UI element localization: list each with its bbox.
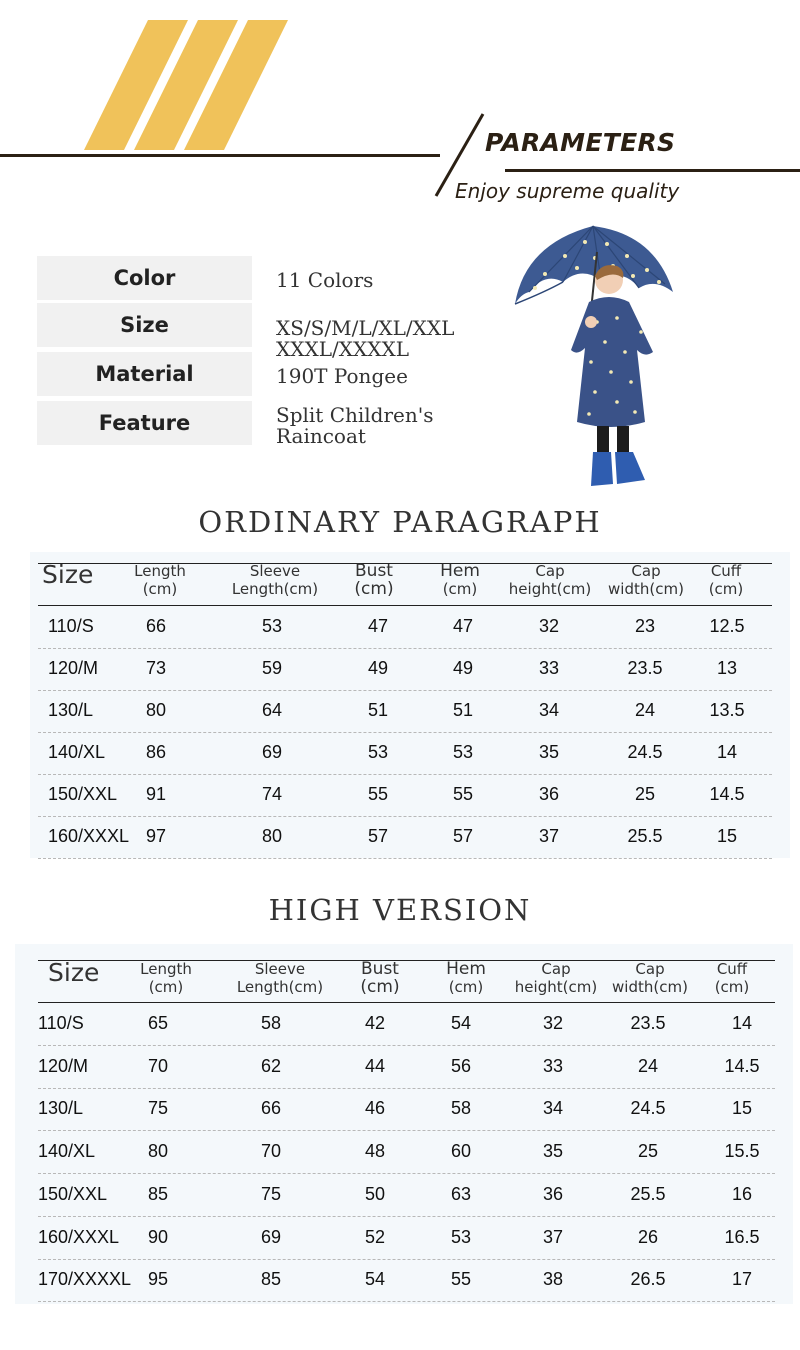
table-header-line: Cuff bbox=[710, 562, 742, 580]
table-cell: 53 bbox=[261, 616, 283, 636]
table-cell: 80 bbox=[261, 826, 283, 846]
table-cell: 54 bbox=[450, 1013, 472, 1033]
table-header-line: Sleeve bbox=[249, 562, 301, 580]
table-cell: 52 bbox=[364, 1226, 386, 1247]
table-header-cell bbox=[682, 960, 782, 996]
table-header-line: (cm) bbox=[360, 977, 400, 997]
table-cell: 51 bbox=[452, 700, 474, 720]
table-row-divider bbox=[38, 1045, 775, 1046]
table-header-line: (cm) bbox=[142, 580, 178, 598]
table-cell-size: 130/L bbox=[38, 1098, 84, 1119]
table-row-divider bbox=[38, 1173, 775, 1174]
table-cell: 85 bbox=[260, 1269, 282, 1290]
table-cell: 15.5 bbox=[724, 1141, 760, 1162]
table-cell: 16.5 bbox=[724, 1226, 760, 1247]
table-cell: 24.5 bbox=[630, 1098, 666, 1119]
table-header-cell bbox=[330, 960, 430, 996]
table-cell: 24.5 bbox=[627, 742, 663, 762]
table-cell: 74 bbox=[261, 784, 283, 804]
table-header-line: Length bbox=[134, 562, 186, 580]
table-cell: 53 bbox=[450, 1226, 472, 1247]
table-cell: 37 bbox=[538, 826, 560, 846]
table-cell-size: 160/XXXL bbox=[38, 1226, 120, 1247]
table-cell: 34 bbox=[538, 700, 560, 720]
table-cell: 15 bbox=[731, 1098, 753, 1119]
table-cell: 47 bbox=[452, 616, 474, 636]
table-header-cell bbox=[416, 960, 516, 996]
table-header-cell bbox=[230, 960, 330, 996]
table-cell-size: 130/L bbox=[48, 700, 94, 720]
page-subtitle: Enjoy supreme quality bbox=[455, 179, 680, 203]
table-cell: 36 bbox=[542, 1183, 564, 1204]
table-cell: 50 bbox=[364, 1183, 386, 1204]
table-cell: 73 bbox=[145, 658, 167, 678]
table-cell: 24 bbox=[634, 700, 656, 720]
table-header-line: Length(cm) bbox=[236, 978, 324, 996]
table-cell: 13.5 bbox=[709, 700, 745, 720]
table-header-cell bbox=[506, 960, 606, 996]
table-cell: 75 bbox=[260, 1183, 282, 1204]
table-cell-size: 110/S bbox=[48, 616, 94, 636]
table-cell: 57 bbox=[367, 826, 389, 846]
table-cell: 80 bbox=[147, 1141, 169, 1162]
table-cell-size: 120/M bbox=[38, 1055, 89, 1076]
table-header-line: Hem bbox=[440, 561, 480, 581]
table-cell: 46 bbox=[364, 1098, 386, 1119]
table-header-line: (cm) bbox=[354, 579, 394, 599]
table-cell: 23.5 bbox=[627, 658, 663, 678]
spec-label-feature: Feature bbox=[37, 401, 252, 445]
table-cell: 34 bbox=[542, 1098, 564, 1119]
table-cell: 16 bbox=[731, 1183, 753, 1204]
table-cell: 85 bbox=[147, 1183, 169, 1204]
table-cell: 66 bbox=[145, 616, 167, 636]
table-header-line: Cuff bbox=[716, 960, 748, 978]
table-cell: 17 bbox=[731, 1269, 753, 1290]
table-cell: 25 bbox=[637, 1141, 659, 1162]
table-header-line: Cap bbox=[541, 960, 571, 978]
table-cell: 26.5 bbox=[630, 1269, 666, 1290]
table-row-divider bbox=[38, 1088, 775, 1089]
table-cell: 35 bbox=[538, 742, 560, 762]
table-row-divider bbox=[38, 1216, 775, 1217]
table-cell: 13 bbox=[716, 658, 738, 678]
table-cell: 24 bbox=[637, 1055, 659, 1076]
page-title: PARAMETERS bbox=[485, 128, 676, 157]
table-cell: 55 bbox=[367, 784, 389, 804]
table-header-line: (cm) bbox=[448, 978, 484, 996]
table-cell: 57 bbox=[452, 826, 474, 846]
table-cell: 80 bbox=[145, 700, 167, 720]
table-cell: 58 bbox=[260, 1013, 282, 1033]
table-cell: 32 bbox=[542, 1013, 564, 1033]
table-cell: 53 bbox=[452, 742, 474, 762]
table-cell: 47 bbox=[367, 616, 389, 636]
table-header-line: Sleeve bbox=[254, 960, 306, 978]
table-cell: 26 bbox=[637, 1226, 659, 1247]
spec-value-material: 190T Pongee bbox=[276, 364, 408, 388]
table-cell-size: 140/XL bbox=[38, 1141, 96, 1162]
table-cell: 48 bbox=[364, 1141, 386, 1162]
table-cell: 64 bbox=[261, 700, 283, 720]
table-cell-size: 120/M bbox=[48, 658, 99, 678]
table-cell: 49 bbox=[367, 658, 389, 678]
table-header-line: Length bbox=[140, 960, 192, 978]
table-cell: 97 bbox=[145, 826, 167, 846]
table-header-line: (cm) bbox=[148, 978, 184, 996]
table-cell: 95 bbox=[147, 1269, 169, 1290]
table-cell-size: 150/XXL bbox=[38, 1183, 108, 1204]
table-cell: 25 bbox=[634, 784, 656, 804]
table-header-line: (cm) bbox=[714, 978, 750, 996]
table-cell: 25.5 bbox=[630, 1183, 666, 1204]
table-cell: 35 bbox=[542, 1141, 564, 1162]
table-cell: 42 bbox=[364, 1013, 386, 1033]
table-row-divider bbox=[38, 1130, 775, 1131]
table-cell: 14.5 bbox=[724, 1055, 760, 1076]
table-cell: 53 bbox=[367, 742, 389, 762]
table-cell: 49 bbox=[452, 658, 474, 678]
table-header-size: Size bbox=[48, 958, 100, 987]
table-cell: 69 bbox=[261, 742, 283, 762]
table-header-line: height(cm) bbox=[508, 580, 592, 598]
table-cell: 12.5 bbox=[709, 616, 745, 636]
table-cell: 36 bbox=[538, 784, 560, 804]
table-cell: 69 bbox=[260, 1226, 282, 1247]
table-cell: 63 bbox=[450, 1183, 472, 1204]
table-cell: 25.5 bbox=[627, 826, 663, 846]
table-cell: 23 bbox=[634, 616, 656, 636]
table-cell: 14 bbox=[731, 1013, 753, 1033]
table-cell: 65 bbox=[147, 1013, 169, 1033]
table-cell: 51 bbox=[367, 700, 389, 720]
table-cell: 14 bbox=[716, 742, 738, 762]
table-header-size: Size bbox=[42, 560, 94, 589]
table-cell: 33 bbox=[538, 658, 560, 678]
table-header-line: width(cm) bbox=[608, 580, 684, 598]
spec-value-color: 11 Colors bbox=[276, 268, 374, 292]
spec-value-size: XS/S/M/L/XL/XXL XXXL/XXXXL bbox=[276, 316, 455, 361]
table-cell-size: 170/XXXXL bbox=[38, 1269, 132, 1290]
table-cell: 54 bbox=[364, 1269, 386, 1290]
table-header-rule bbox=[38, 1002, 775, 1003]
table-header-line: width(cm) bbox=[612, 978, 688, 996]
table-header-line: height(cm) bbox=[514, 978, 598, 996]
spec-label-size: Size bbox=[37, 303, 252, 347]
table-cell: 15 bbox=[716, 826, 738, 846]
section-title-ordinary: ORDINARY PARAGRAPH bbox=[198, 505, 602, 539]
table-row-divider bbox=[38, 1301, 775, 1302]
table-cell: 44 bbox=[364, 1055, 386, 1076]
table-header-line: (cm) bbox=[708, 580, 744, 598]
table-cell: 90 bbox=[147, 1226, 169, 1247]
table-header-line: Hem bbox=[446, 959, 486, 979]
table-cell: 62 bbox=[260, 1055, 282, 1076]
table-cell: 59 bbox=[261, 658, 283, 678]
table-cell: 75 bbox=[147, 1098, 169, 1119]
table-cell: 55 bbox=[452, 784, 474, 804]
table-header-line: Cap bbox=[535, 562, 565, 580]
table-header-line: Bust bbox=[355, 561, 393, 581]
table-cell: 14.5 bbox=[709, 784, 745, 804]
spec-value-feature: Split Children's Raincoat bbox=[276, 403, 434, 448]
table-row-divider bbox=[38, 1259, 775, 1260]
table-cell-size: 110/S bbox=[38, 1013, 84, 1033]
table-cell: 38 bbox=[542, 1269, 564, 1290]
spec-label-material: Material bbox=[37, 352, 252, 396]
table-cell: 91 bbox=[145, 784, 167, 804]
table-header-line: Cap bbox=[631, 562, 661, 580]
table-cell-size: 150/XXL bbox=[48, 784, 118, 804]
section-title-high-version: HIGH VERSION bbox=[268, 893, 532, 927]
table-cell: 56 bbox=[450, 1055, 472, 1076]
table-cell: 70 bbox=[260, 1141, 282, 1162]
table-header-line: Bust bbox=[361, 959, 399, 979]
table-header-cell bbox=[116, 960, 216, 996]
table-cell: 32 bbox=[538, 616, 560, 636]
table-header-line: Length(cm) bbox=[231, 580, 319, 598]
table-cell: 70 bbox=[147, 1055, 169, 1076]
table-cell: 33 bbox=[542, 1055, 564, 1076]
table-cell-size: 140/XL bbox=[48, 742, 106, 762]
table-cell: 86 bbox=[145, 742, 167, 762]
table-cell: 60 bbox=[450, 1141, 472, 1162]
table-cell: 58 bbox=[450, 1098, 472, 1119]
table-cell-size: 160/XXXL bbox=[48, 826, 130, 846]
table-header-line: Cap bbox=[635, 960, 665, 978]
table-cell: 66 bbox=[260, 1098, 282, 1119]
table-header-line: (cm) bbox=[442, 580, 478, 598]
spec-label-color: Color bbox=[37, 256, 252, 300]
table-cell: 55 bbox=[450, 1269, 472, 1290]
table-cell: 37 bbox=[542, 1226, 564, 1247]
table-cell: 23.5 bbox=[630, 1013, 666, 1033]
